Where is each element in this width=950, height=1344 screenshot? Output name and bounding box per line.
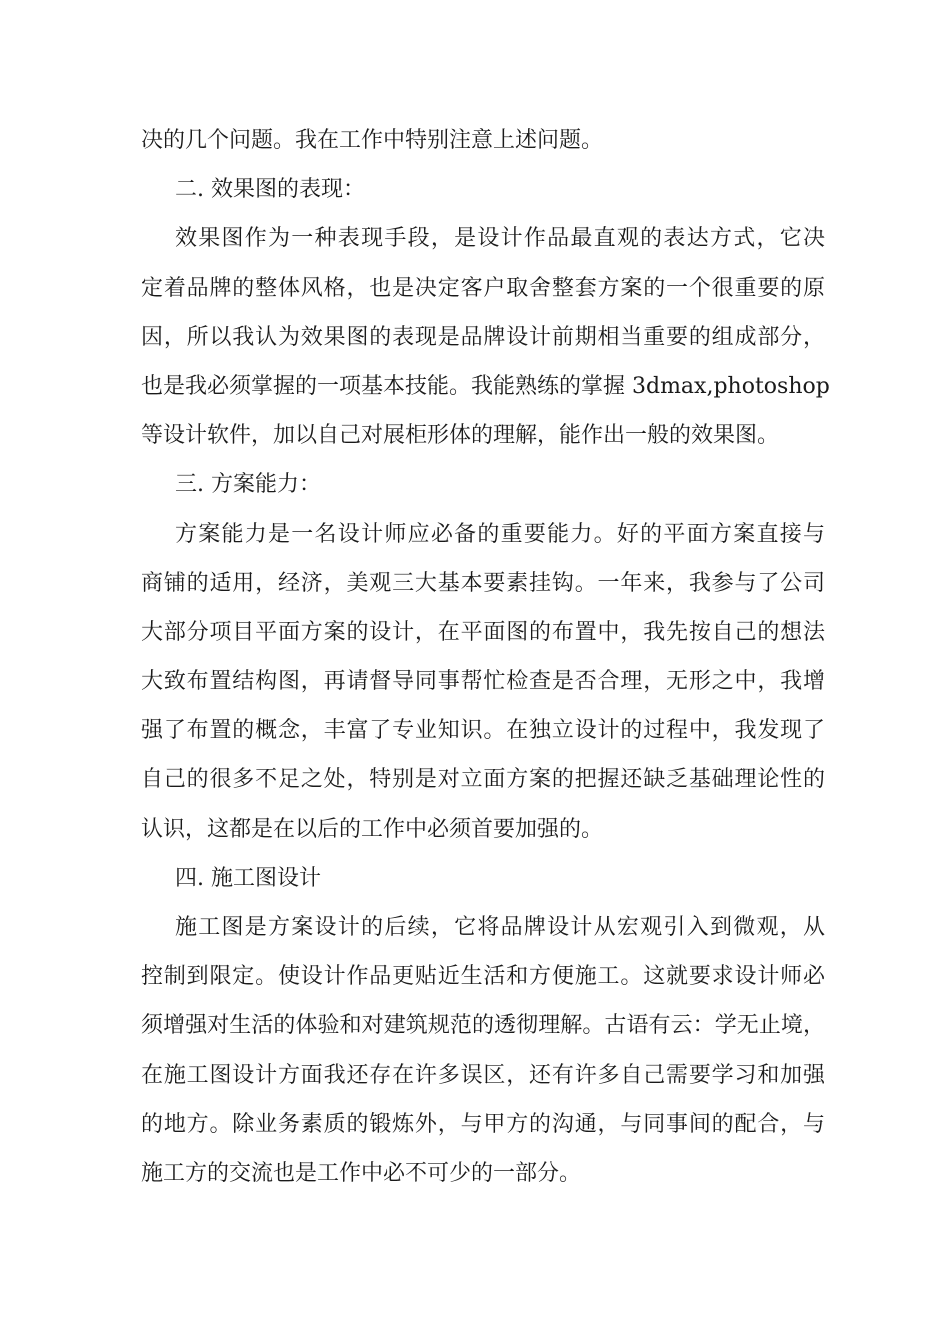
paragraph-line: 施工方的交流也是工作中必不可少的一部分。 (141, 1160, 582, 1186)
paragraph-line: 也是我必须掌握的一项基本技能。我能熟练的掌握 3dmax,photoshop (141, 373, 830, 399)
paragraph-line: 施工图是方案设计的后续，它将品牌设计从宏观引入到微观，从 (175, 915, 825, 940)
paragraph-line: 因，所以我认为效果图的表现是品牌设计前期相当重要的组成部分， (141, 324, 825, 350)
paragraph-line: 强了布置的概念，丰富了专业知识。在独立设计的过程中，我发现了 (141, 718, 825, 744)
section-heading-scheme: 三. 方案能力： (175, 472, 321, 498)
paragraph-line: 效果图作为一种表现手段，是设计作品最直观的表达方式，它决 (175, 226, 825, 252)
paragraph-line: 大部分项目平面方案的设计，在平面图的布置中，我先按自己的想法 (141, 619, 825, 645)
paragraph-line: 认识，这都是在以后的工作中必须首要加强的。 (141, 816, 604, 842)
paragraph-line: 在施工图设计方面我还存在许多误区，还有许多自己需要学习和加强 (141, 1062, 825, 1088)
section-heading-construction: 四. 施工图设计 (175, 865, 321, 891)
document-body (141, 116, 830, 1198)
section-heading-rendering: 二. 效果图的表现： (175, 177, 365, 203)
paragraph-line: 决的几个问题。我在工作中特别注意上述问题。 (141, 128, 604, 153)
paragraph-line: 等设计软件，加以自己对展柜形体的理解，能作出一般的效果图。 (141, 423, 780, 449)
paragraph-line: 大致布置结构图，再请督导同事帮忙检查是否合理，无形之中，我增 (141, 669, 825, 695)
paragraph-line: 控制到限定。使设计作品更贴近生活和方便施工。这就要求设计师必 (141, 964, 825, 990)
paragraph-line: 方案能力是一名设计师应必备的重要能力。好的平面方案直接与 (175, 521, 825, 547)
paragraph-line: 须增强对生活的体验和对建筑规范的透彻理解。古语有云：学无止境， (141, 1013, 825, 1039)
paragraph-line: 自己的很多不足之处，特别是对立面方案的把握还缺乏基础理论性的 (141, 767, 825, 793)
paragraph-line: 的地方。除业务素质的锻炼外，与甲方的沟通，与同事间的配合，与 (141, 1111, 825, 1137)
paragraph-line: 商铺的适用，经济，美观三大基本要素挂钩。一年来，我参与了公司 (141, 570, 825, 596)
paragraph-line: 定着品牌的整体风格，也是决定客户取舍整套方案的一个很重要的原 (141, 275, 825, 301)
